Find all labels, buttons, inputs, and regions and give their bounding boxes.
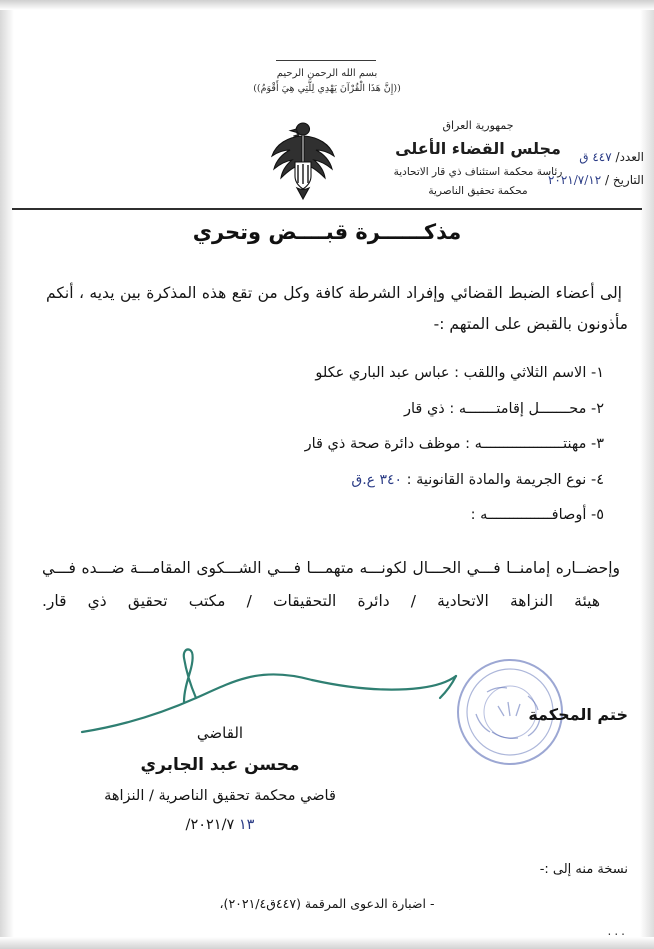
document-body bbox=[28, 278, 628, 618]
signature-date bbox=[0, 811, 440, 840]
judge-name: محسن عبد الجابري bbox=[140, 755, 300, 775]
reference-number-value: ٤٤٧ bbox=[592, 150, 612, 164]
reference-number-suffix: ق bbox=[579, 150, 589, 164]
fields-list bbox=[28, 356, 628, 534]
basmala-line-1: بسم الله الرحمن الرحيم bbox=[276, 68, 378, 79]
field-label: مهنتـــــــــــــــــــه bbox=[474, 436, 587, 453]
iraqi-eagle-emblem-icon bbox=[266, 118, 340, 202]
field-row bbox=[28, 463, 604, 499]
closing-line-1: وإحضــاره إمامنــا فـــي الحـــال لكونـــه متهمـــا فـــي الشـــكوى المقامـــة ضـــده فـــي bbox=[42, 558, 620, 577]
authority-council: مجلس القضاء الأعلى bbox=[395, 139, 561, 159]
judge-role-title: القاضي bbox=[196, 724, 244, 742]
field-row bbox=[28, 356, 604, 392]
basmala-block bbox=[0, 66, 654, 96]
authority-republic: جمهورية العراق bbox=[442, 119, 514, 132]
field-separator: : bbox=[454, 365, 460, 381]
field-index: ٤- bbox=[590, 471, 604, 488]
paper-edge-top bbox=[0, 0, 654, 10]
field-label: الاسم الثلاثي واللقب bbox=[463, 365, 587, 381]
closing-paragraph bbox=[28, 552, 628, 619]
authority-investigation-court: محكمة تحقيق الناصرية bbox=[428, 184, 528, 197]
reference-number-label: العدد/ bbox=[615, 150, 644, 164]
signature-date-year-month: ٢٠٢١/٧/ bbox=[185, 817, 235, 833]
field-value: موظف دائرة صحة ذي قار bbox=[304, 436, 461, 453]
trailing-dots: ... bbox=[607, 924, 628, 938]
field-value: ذي قار bbox=[403, 400, 445, 417]
field-label: نوع الجريمة والمادة القانونية bbox=[416, 471, 587, 488]
header-rule bbox=[276, 60, 376, 61]
field-separator: : bbox=[449, 400, 455, 417]
field-label: محـــــــل إقامتـــــــه bbox=[458, 400, 587, 417]
reference-number-line bbox=[494, 146, 644, 169]
signature-block bbox=[0, 718, 440, 840]
field-row bbox=[28, 498, 604, 534]
signature-date-day: ١٣ bbox=[238, 817, 255, 833]
judge-court: قاضي محكمة تحقيق الناصرية / النزاهة bbox=[104, 788, 336, 804]
field-row bbox=[28, 392, 604, 428]
field-value-handwritten: ٣٤٠ ع.ق bbox=[351, 471, 403, 488]
closing-line-2: هيئة النزاهة الاتحادية / دائرة التحقيقات / مكتب تحقيق ذي قار. bbox=[42, 591, 600, 610]
field-separator: : bbox=[470, 507, 476, 524]
field-index: ٥- bbox=[590, 507, 604, 524]
reference-number-block bbox=[494, 146, 654, 192]
reference-date-value: ٢٠٢١/٧/١٢ bbox=[547, 172, 602, 187]
field-index: ١- bbox=[590, 365, 604, 381]
field-row bbox=[28, 427, 604, 463]
reference-date-line bbox=[494, 169, 644, 192]
field-label: أوصافـــــــــــــــه bbox=[480, 507, 587, 524]
stamp-label: ختم المحكمة bbox=[528, 705, 628, 724]
field-separator: : bbox=[406, 471, 412, 488]
field-value: عباس عبد الباري عكلو bbox=[315, 365, 450, 381]
field-index: ٢- bbox=[590, 400, 604, 417]
page-title: مذكــــــرة قبــــض وتحري bbox=[192, 220, 462, 244]
header-divider bbox=[12, 208, 642, 210]
case-reference: - اضبارة الدعوى المرقمة (٤٤٧ق٢٠٢١/٤)، bbox=[219, 896, 435, 911]
paper-edge-right bbox=[640, 0, 654, 949]
authority-appeal-court: رئاسة محكمة استئناف ذي قار الاتحادية bbox=[393, 166, 563, 179]
intro-line-1: إلى أعضاء الضبط القضائي وإفراد الشرطة كافة وكل من تقع هذه المذكرة بين يديه ، أنكم bbox=[46, 284, 622, 302]
copy-to-label: نسخة منه إلى :- bbox=[539, 862, 628, 877]
basmala-line-2: ((إِنَّ هَذَا الْقُرْآنَ يَهْدِي لِلَّتِي هِيَ أَقْوَمُ)) bbox=[253, 82, 401, 94]
field-index: ٣- bbox=[590, 436, 604, 453]
paper-edge-bottom bbox=[0, 937, 654, 949]
intro-line-2: مأذونون بالقبض على المتهم :- bbox=[433, 315, 628, 333]
reference-date-label: التاريخ / bbox=[604, 172, 644, 187]
field-separator: : bbox=[465, 436, 471, 453]
